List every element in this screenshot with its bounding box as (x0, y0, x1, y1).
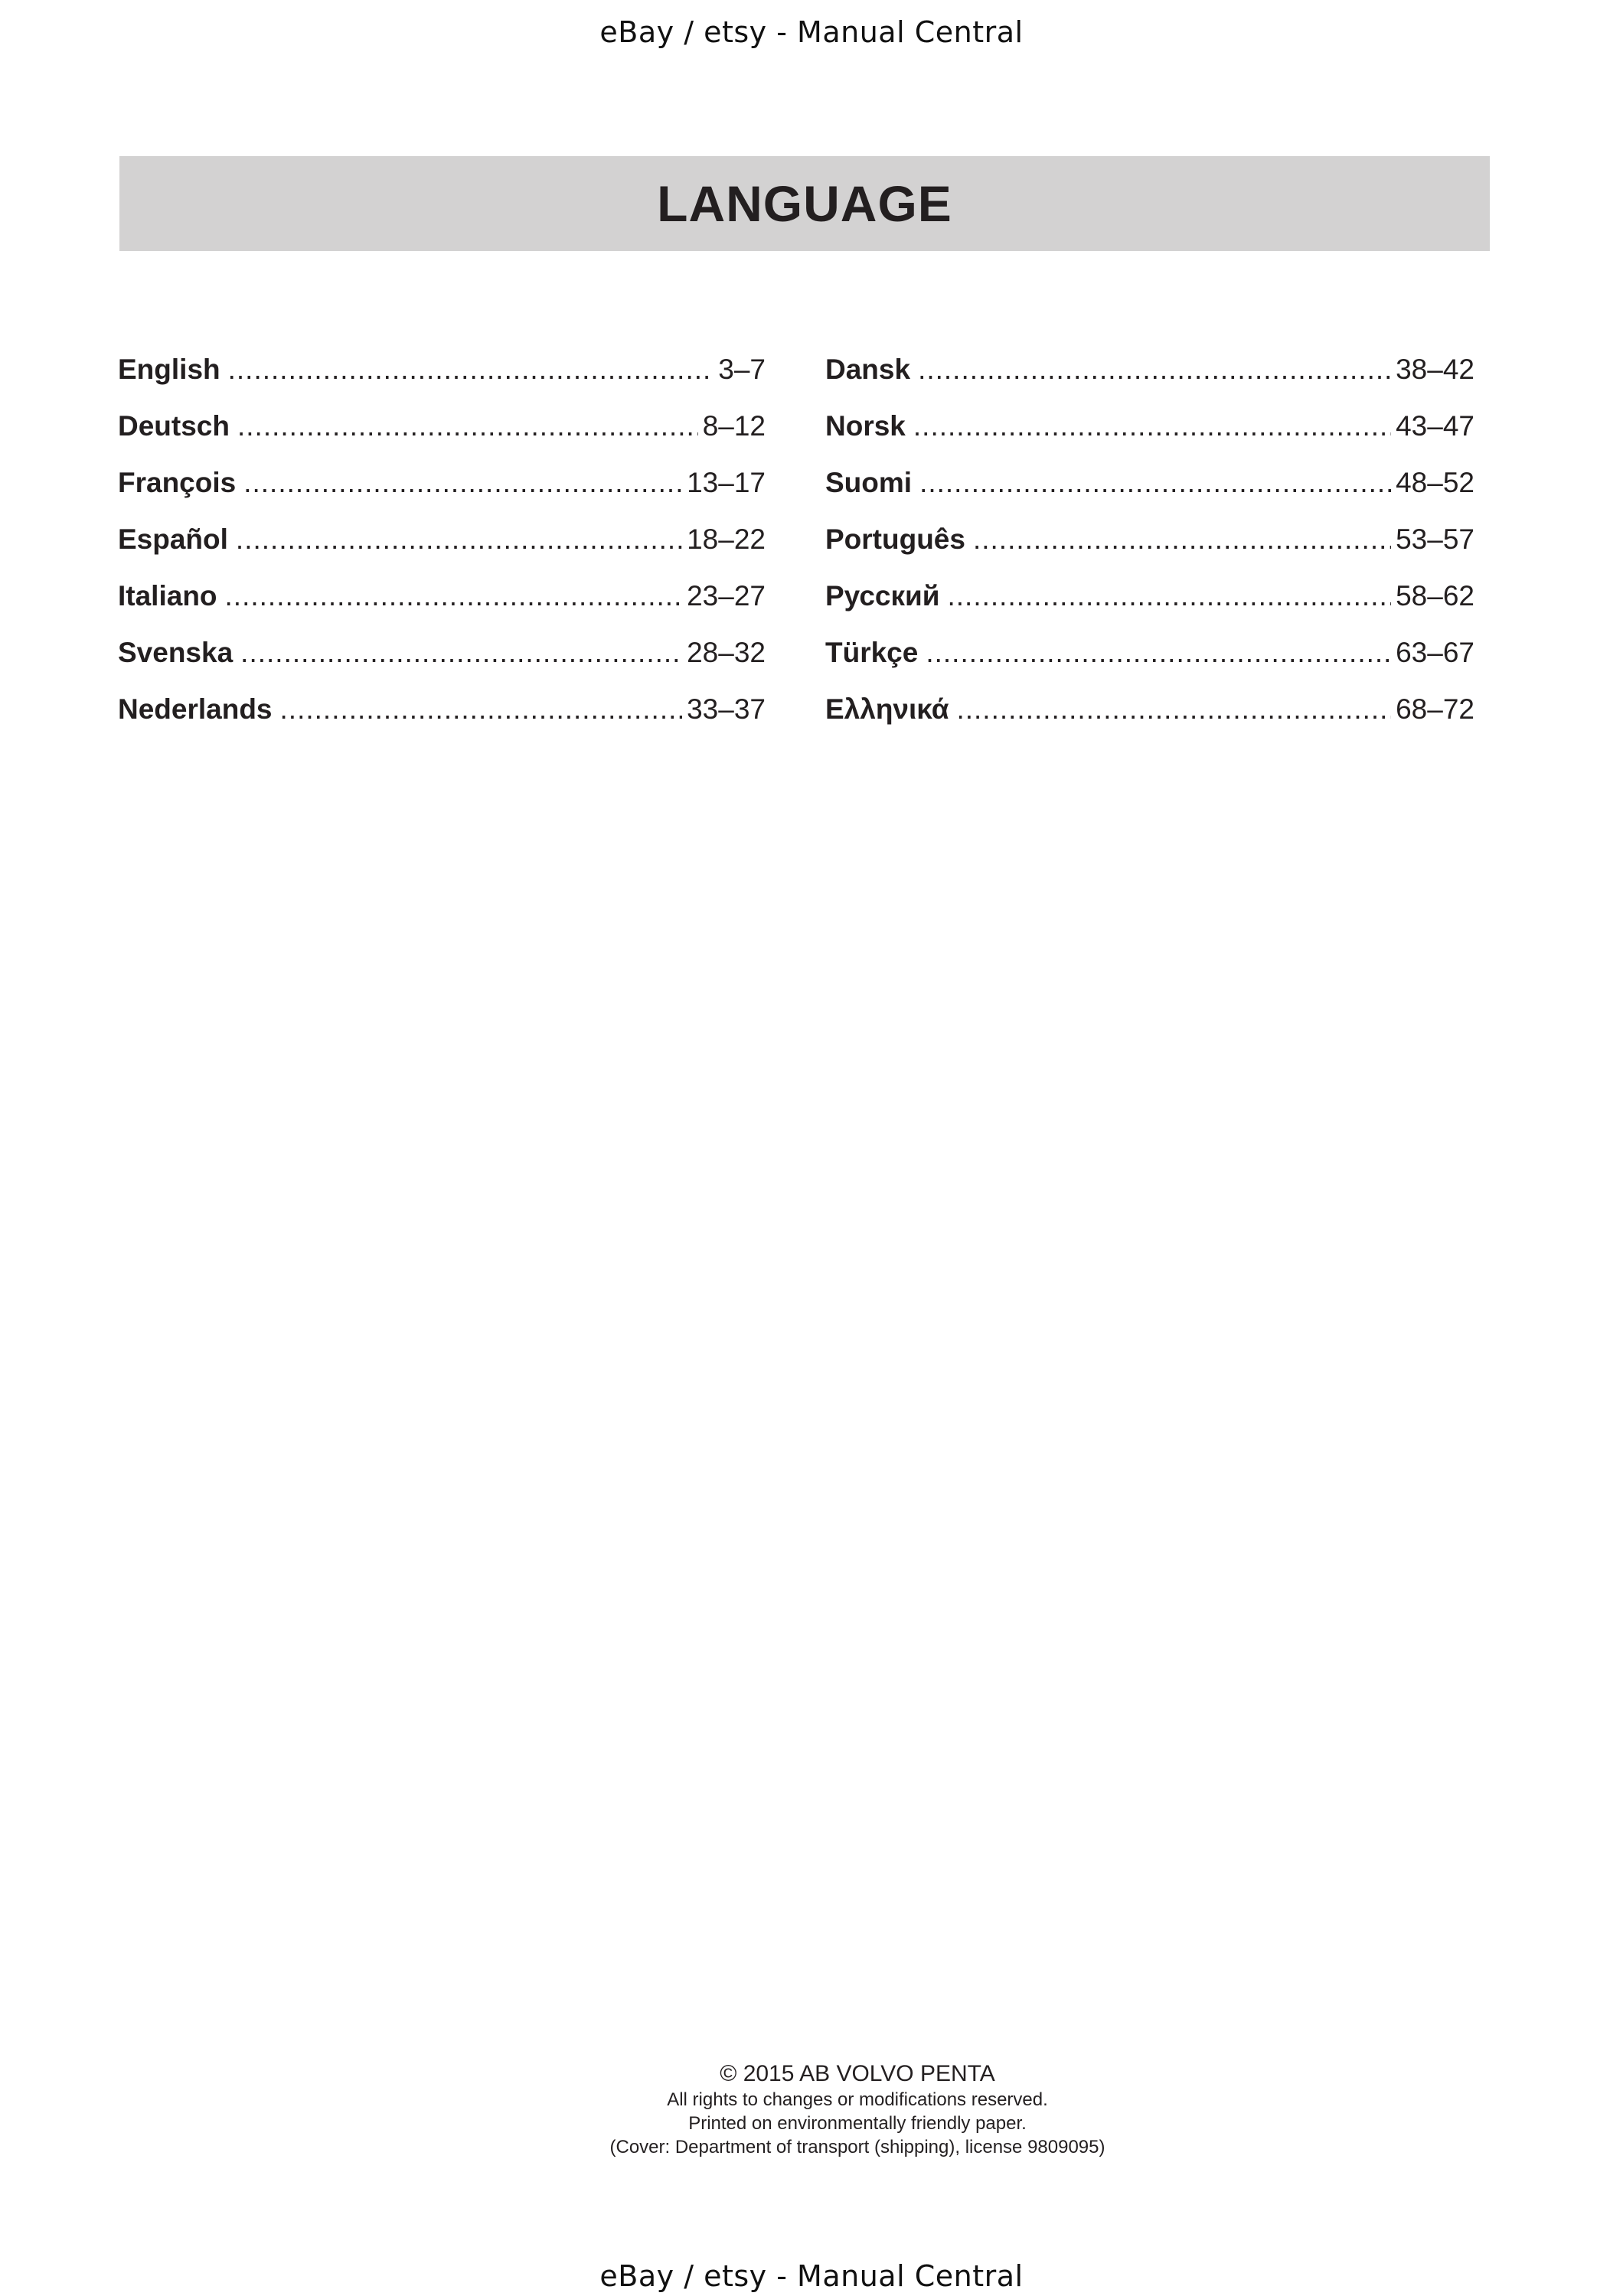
dot-leader (280, 693, 683, 726)
toc-entry[interactable] (118, 580, 766, 637)
toc-language: Svenska (118, 637, 233, 668)
dot-leader (918, 354, 1391, 386)
dot-leader (243, 467, 682, 499)
dot-leader (228, 354, 714, 386)
toc-language: Português (825, 523, 965, 555)
copyright-line: © 2015 AB VOLVO PENTA (720, 2061, 995, 2086)
dot-leader (919, 467, 1391, 499)
dot-leader (240, 637, 682, 669)
dot-leader (926, 637, 1391, 669)
toc-entry[interactable] (118, 693, 766, 750)
toc-page-range: 13–17 (687, 467, 766, 498)
watermark-bottom: eBay / etsy - Manual Central (599, 2259, 1024, 2293)
toc-page-range: 43–47 (1396, 410, 1474, 442)
toc-language: Italiano (118, 580, 217, 612)
dot-leader (973, 523, 1391, 556)
toc-language: English (118, 354, 220, 385)
toc-page-range: 3–7 (718, 354, 766, 385)
toc-page-range: 33–37 (687, 693, 766, 725)
toc-entry[interactable] (825, 637, 1474, 693)
toc-entry[interactable] (825, 467, 1474, 523)
toc-entry[interactable] (118, 354, 766, 410)
toc-language: François (118, 467, 237, 498)
toc-entry[interactable] (825, 523, 1474, 580)
dot-leader (913, 410, 1391, 442)
toc-page-range: 58–62 (1396, 580, 1474, 612)
copyright-footer (0, 2060, 1623, 2159)
toc-page-range: 68–72 (1396, 693, 1474, 725)
rights-line: All rights to changes or modifications reserved. (667, 2089, 1048, 2110)
toc-page-range: 23–27 (687, 580, 766, 612)
toc-language: Suomi (825, 467, 913, 498)
dot-leader (956, 693, 1391, 726)
dot-leader (237, 410, 698, 442)
title-banner (119, 156, 1490, 251)
toc-entry[interactable] (118, 410, 766, 467)
toc-page-range: 48–52 (1396, 467, 1474, 498)
dot-leader (948, 580, 1392, 612)
toc-language: Español (118, 523, 228, 555)
page-title: LANGUAGE (657, 175, 952, 232)
toc-left-column (118, 354, 766, 750)
cover-license-line: (Cover: Department of transport (shipping), license 9809095) (609, 2137, 1105, 2157)
dot-leader (236, 523, 682, 556)
toc-language: Türkçe (825, 637, 919, 668)
toc-language: Deutsch (118, 410, 230, 442)
toc-entry[interactable] (825, 410, 1474, 467)
toc-language: Русский (825, 580, 940, 612)
toc-page-range: 18–22 (687, 523, 766, 555)
toc-language: Ελληνικά (825, 693, 949, 725)
toc-page-range: 28–32 (687, 637, 766, 668)
toc-page-range: 8–12 (702, 410, 766, 442)
toc-entry[interactable] (825, 354, 1474, 410)
toc-entry[interactable] (118, 637, 766, 693)
toc-entry[interactable] (118, 467, 766, 523)
toc-entry[interactable] (825, 693, 1474, 750)
toc-language: Dansk (825, 354, 911, 385)
dot-leader (225, 580, 683, 612)
toc-page-range: 63–67 (1396, 637, 1474, 668)
watermark-top: eBay / etsy - Manual Central (599, 15, 1024, 49)
toc-language: Nederlands (118, 693, 273, 725)
toc-language: Norsk (825, 410, 906, 442)
toc-page-range: 38–42 (1396, 354, 1474, 385)
paper-line: Printed on environmentally friendly paper. (688, 2113, 1027, 2134)
toc-entry[interactable] (118, 523, 766, 580)
toc-page-range: 53–57 (1396, 523, 1474, 555)
toc-entry[interactable] (825, 580, 1474, 637)
toc-right-column (825, 354, 1474, 750)
